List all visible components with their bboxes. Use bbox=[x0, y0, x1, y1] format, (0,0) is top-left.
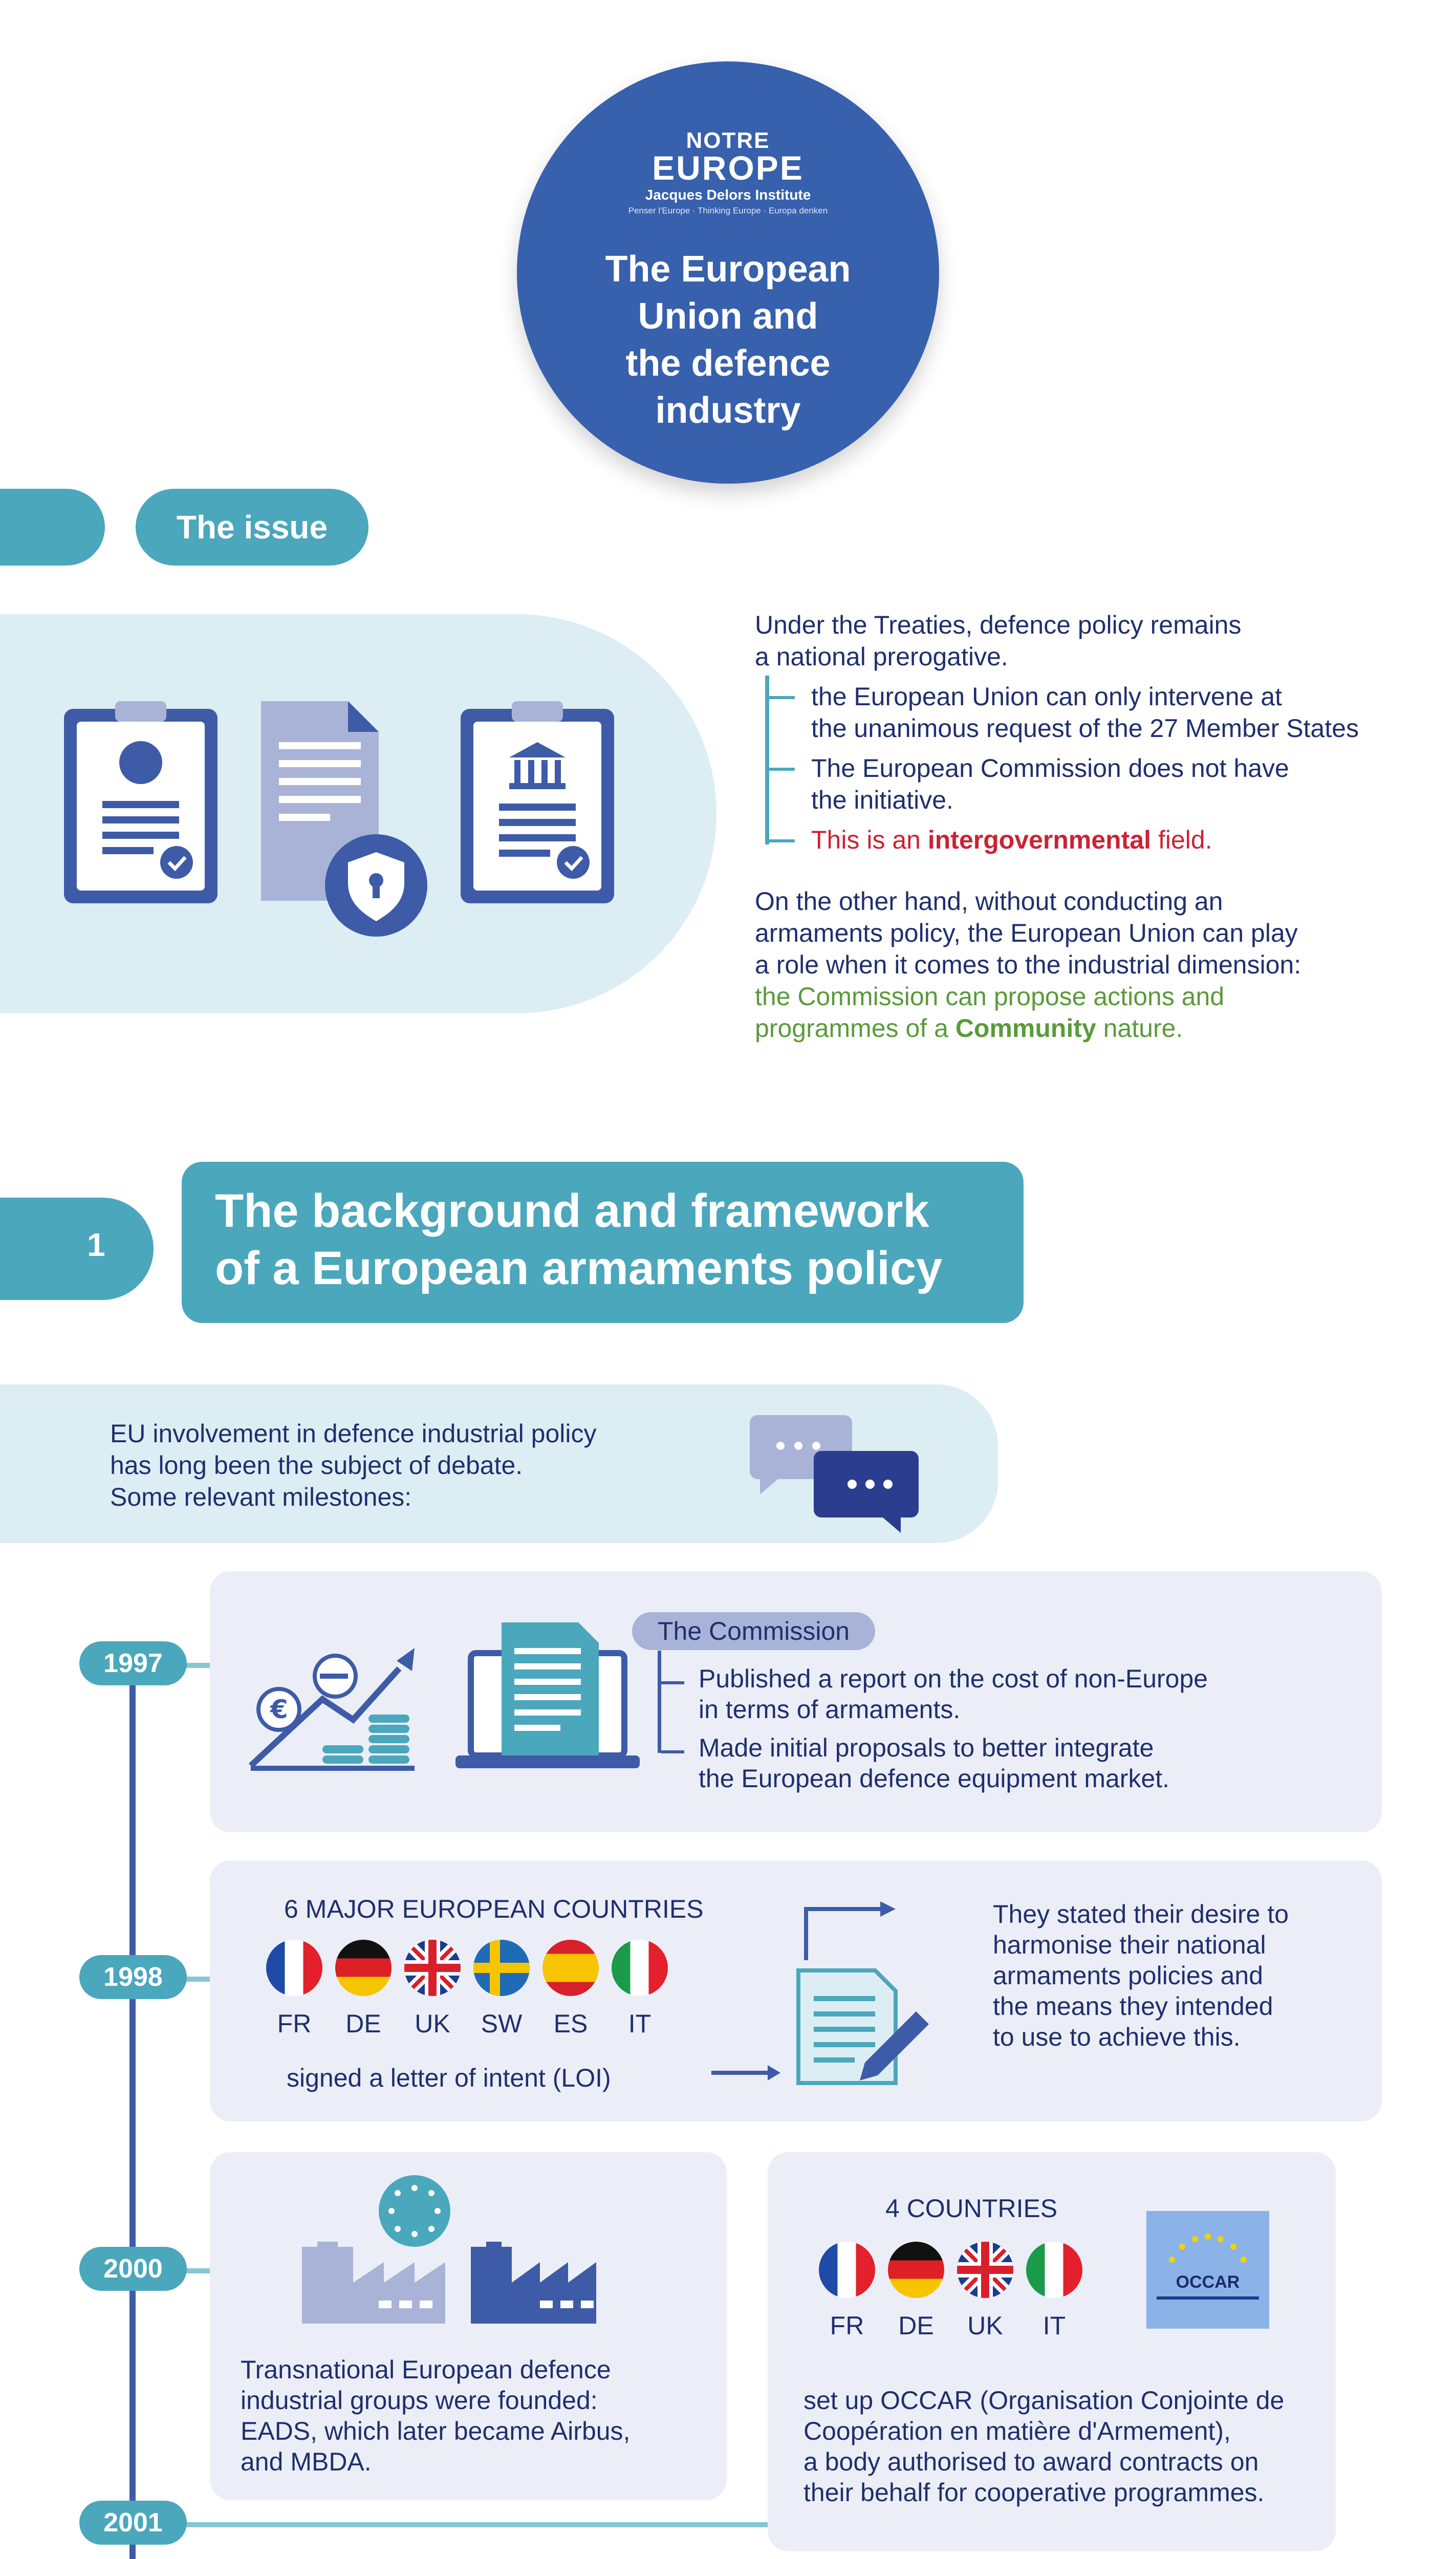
issue-label: The issue bbox=[136, 489, 368, 566]
groups-text: Transnational European defence industrial groups were founded: EADS, which later became Airbus, and MBDA. bbox=[241, 2355, 631, 2476]
text-line: Some relevant milestones: bbox=[110, 1483, 412, 1511]
eu-certificate-icon bbox=[64, 701, 218, 903]
title-line: Union and bbox=[638, 296, 818, 337]
arrow-icon bbox=[769, 696, 795, 699]
code-es: ES bbox=[553, 2009, 588, 2038]
code-it: IT bbox=[1042, 2311, 1066, 2340]
flag-it bbox=[612, 1940, 668, 1996]
issue-bullet bbox=[811, 681, 1441, 744]
title-line: the defence bbox=[625, 343, 831, 384]
year-link bbox=[133, 2522, 768, 2527]
code-fr: FR bbox=[830, 2311, 864, 2340]
code-sw: SW bbox=[481, 2009, 523, 2038]
occar-logo-text: OCCAR bbox=[1176, 2272, 1240, 2292]
commission-bullet: Made initial proposals to better integrate the European defence equipment market. bbox=[699, 1733, 1170, 1793]
flag-de bbox=[335, 1940, 392, 1996]
flag-uk bbox=[404, 1940, 461, 1996]
issue-bracket-line bbox=[765, 676, 769, 844]
code-de: DE bbox=[898, 2311, 934, 2340]
section-number-tab bbox=[0, 1198, 154, 1300]
chat-bubbles-icon bbox=[745, 1410, 924, 1533]
text-line: EU involvement in defence industrial policy bbox=[110, 1419, 597, 1448]
title-line: The European bbox=[605, 249, 851, 290]
year-1997: 1997 bbox=[79, 1641, 187, 1685]
arrow-icon bbox=[661, 1681, 684, 1684]
letter-of-intent: signed a letter of intent (LOI) bbox=[287, 2064, 611, 2092]
year-2001: 2001 bbox=[79, 2501, 187, 2545]
logo-europe: EUROPE bbox=[652, 149, 804, 187]
intergovernmental-note: This is an intergovernmental field. bbox=[811, 826, 1212, 854]
code-uk: UK bbox=[967, 2311, 1003, 2340]
community-note: the Commission can propose actions and programmes of a Community nature. bbox=[755, 982, 1225, 1043]
four-countries-heading: 4 COUNTRIES bbox=[885, 2194, 1058, 2223]
institution-certificate-icon bbox=[461, 701, 614, 903]
text-line: armaments policy, the European Union can play bbox=[755, 919, 1298, 947]
laptop-report-icon bbox=[450, 1617, 645, 1781]
factory-icon bbox=[302, 2175, 604, 2329]
arrow-icon bbox=[661, 1750, 684, 1753]
flag-uk bbox=[957, 2242, 1013, 2298]
logo-notre: NOTRE bbox=[686, 128, 770, 153]
issue-intro bbox=[755, 609, 1436, 673]
year-2000: 2000 bbox=[79, 2247, 187, 2291]
year-1998: 1998 bbox=[79, 1955, 187, 1999]
document-lock-icon bbox=[261, 701, 427, 937]
code-uk: UK bbox=[415, 2009, 450, 2038]
hero-circle bbox=[517, 61, 939, 484]
code-de: DE bbox=[345, 2009, 381, 2038]
issue-other-hand bbox=[755, 885, 1441, 981]
issue-bullet bbox=[811, 752, 1441, 816]
timeline-axis bbox=[129, 1653, 136, 2559]
logo-tagline: Penser l'Europe · Thinking Europe · Europa denken bbox=[628, 206, 828, 215]
text-line: a role when it comes to the industrial dimension: bbox=[755, 950, 1301, 979]
commission-pill: The Commission bbox=[632, 1612, 875, 1650]
title-line: industry bbox=[655, 390, 801, 431]
text-line: has long been the subject of debate. bbox=[110, 1451, 523, 1480]
letter-pen-icon bbox=[711, 1899, 977, 2093]
svg-text:€: € bbox=[270, 1695, 288, 1724]
page-title bbox=[563, 246, 893, 434]
six-countries-heading: 6 MAJOR EUROPEAN COUNTRIES bbox=[284, 1895, 704, 1923]
code-fr: FR bbox=[277, 2009, 312, 2038]
commission-bullet: Published a report on the cost of non-Europe in terms of armaments. bbox=[699, 1664, 1208, 1724]
flag-it bbox=[1026, 2242, 1082, 2298]
occar-stars-icon bbox=[1146, 2211, 1269, 2329]
text-line: a national prerogative. bbox=[755, 642, 1008, 671]
text-line: the European Union can only intervene at bbox=[811, 682, 1283, 711]
code-it: IT bbox=[628, 2009, 651, 2038]
section-title bbox=[215, 1182, 1013, 1297]
text-line: The European Commission does not have bbox=[811, 754, 1289, 783]
title-line: of a European armaments policy bbox=[215, 1242, 943, 1294]
flag-fr bbox=[266, 1940, 322, 1996]
bracket-line bbox=[658, 1651, 661, 1753]
issue-icons bbox=[61, 701, 629, 947]
logo-institute: Jacques Delors Institute bbox=[645, 187, 811, 203]
text-line: the initiative. bbox=[811, 786, 953, 814]
arrow-icon bbox=[769, 768, 795, 771]
text-line: the unanimous request of the 27 Member States bbox=[811, 714, 1359, 743]
flag-fr bbox=[819, 2242, 875, 2298]
coins-growth-icon bbox=[246, 1617, 430, 1776]
arrow-icon bbox=[769, 839, 795, 842]
flag-es bbox=[542, 1940, 599, 1996]
text-line: On the other hand, without conducting an bbox=[755, 887, 1223, 916]
flag-sw bbox=[473, 1940, 530, 1996]
flag-de bbox=[888, 2242, 944, 2298]
debate-text bbox=[110, 1418, 724, 1513]
section-number: 1 bbox=[87, 1226, 105, 1263]
desire-text: They stated their desire to harmonise their national armaments policies and the means they intended to use to achieve this. bbox=[993, 1900, 1289, 2051]
occar-text: set up OCCAR (Organisation Conjointe de Coopération en matière d'Armement), a body authorised to award contracts on their behalf for cooperative programmes. bbox=[803, 2386, 1285, 2507]
title-line: The background and framework bbox=[215, 1185, 929, 1237]
occar-logo bbox=[1146, 2211, 1269, 2329]
text-line: Under the Treaties, defence policy remains bbox=[755, 611, 1242, 639]
issue-tab-stub bbox=[0, 489, 105, 566]
